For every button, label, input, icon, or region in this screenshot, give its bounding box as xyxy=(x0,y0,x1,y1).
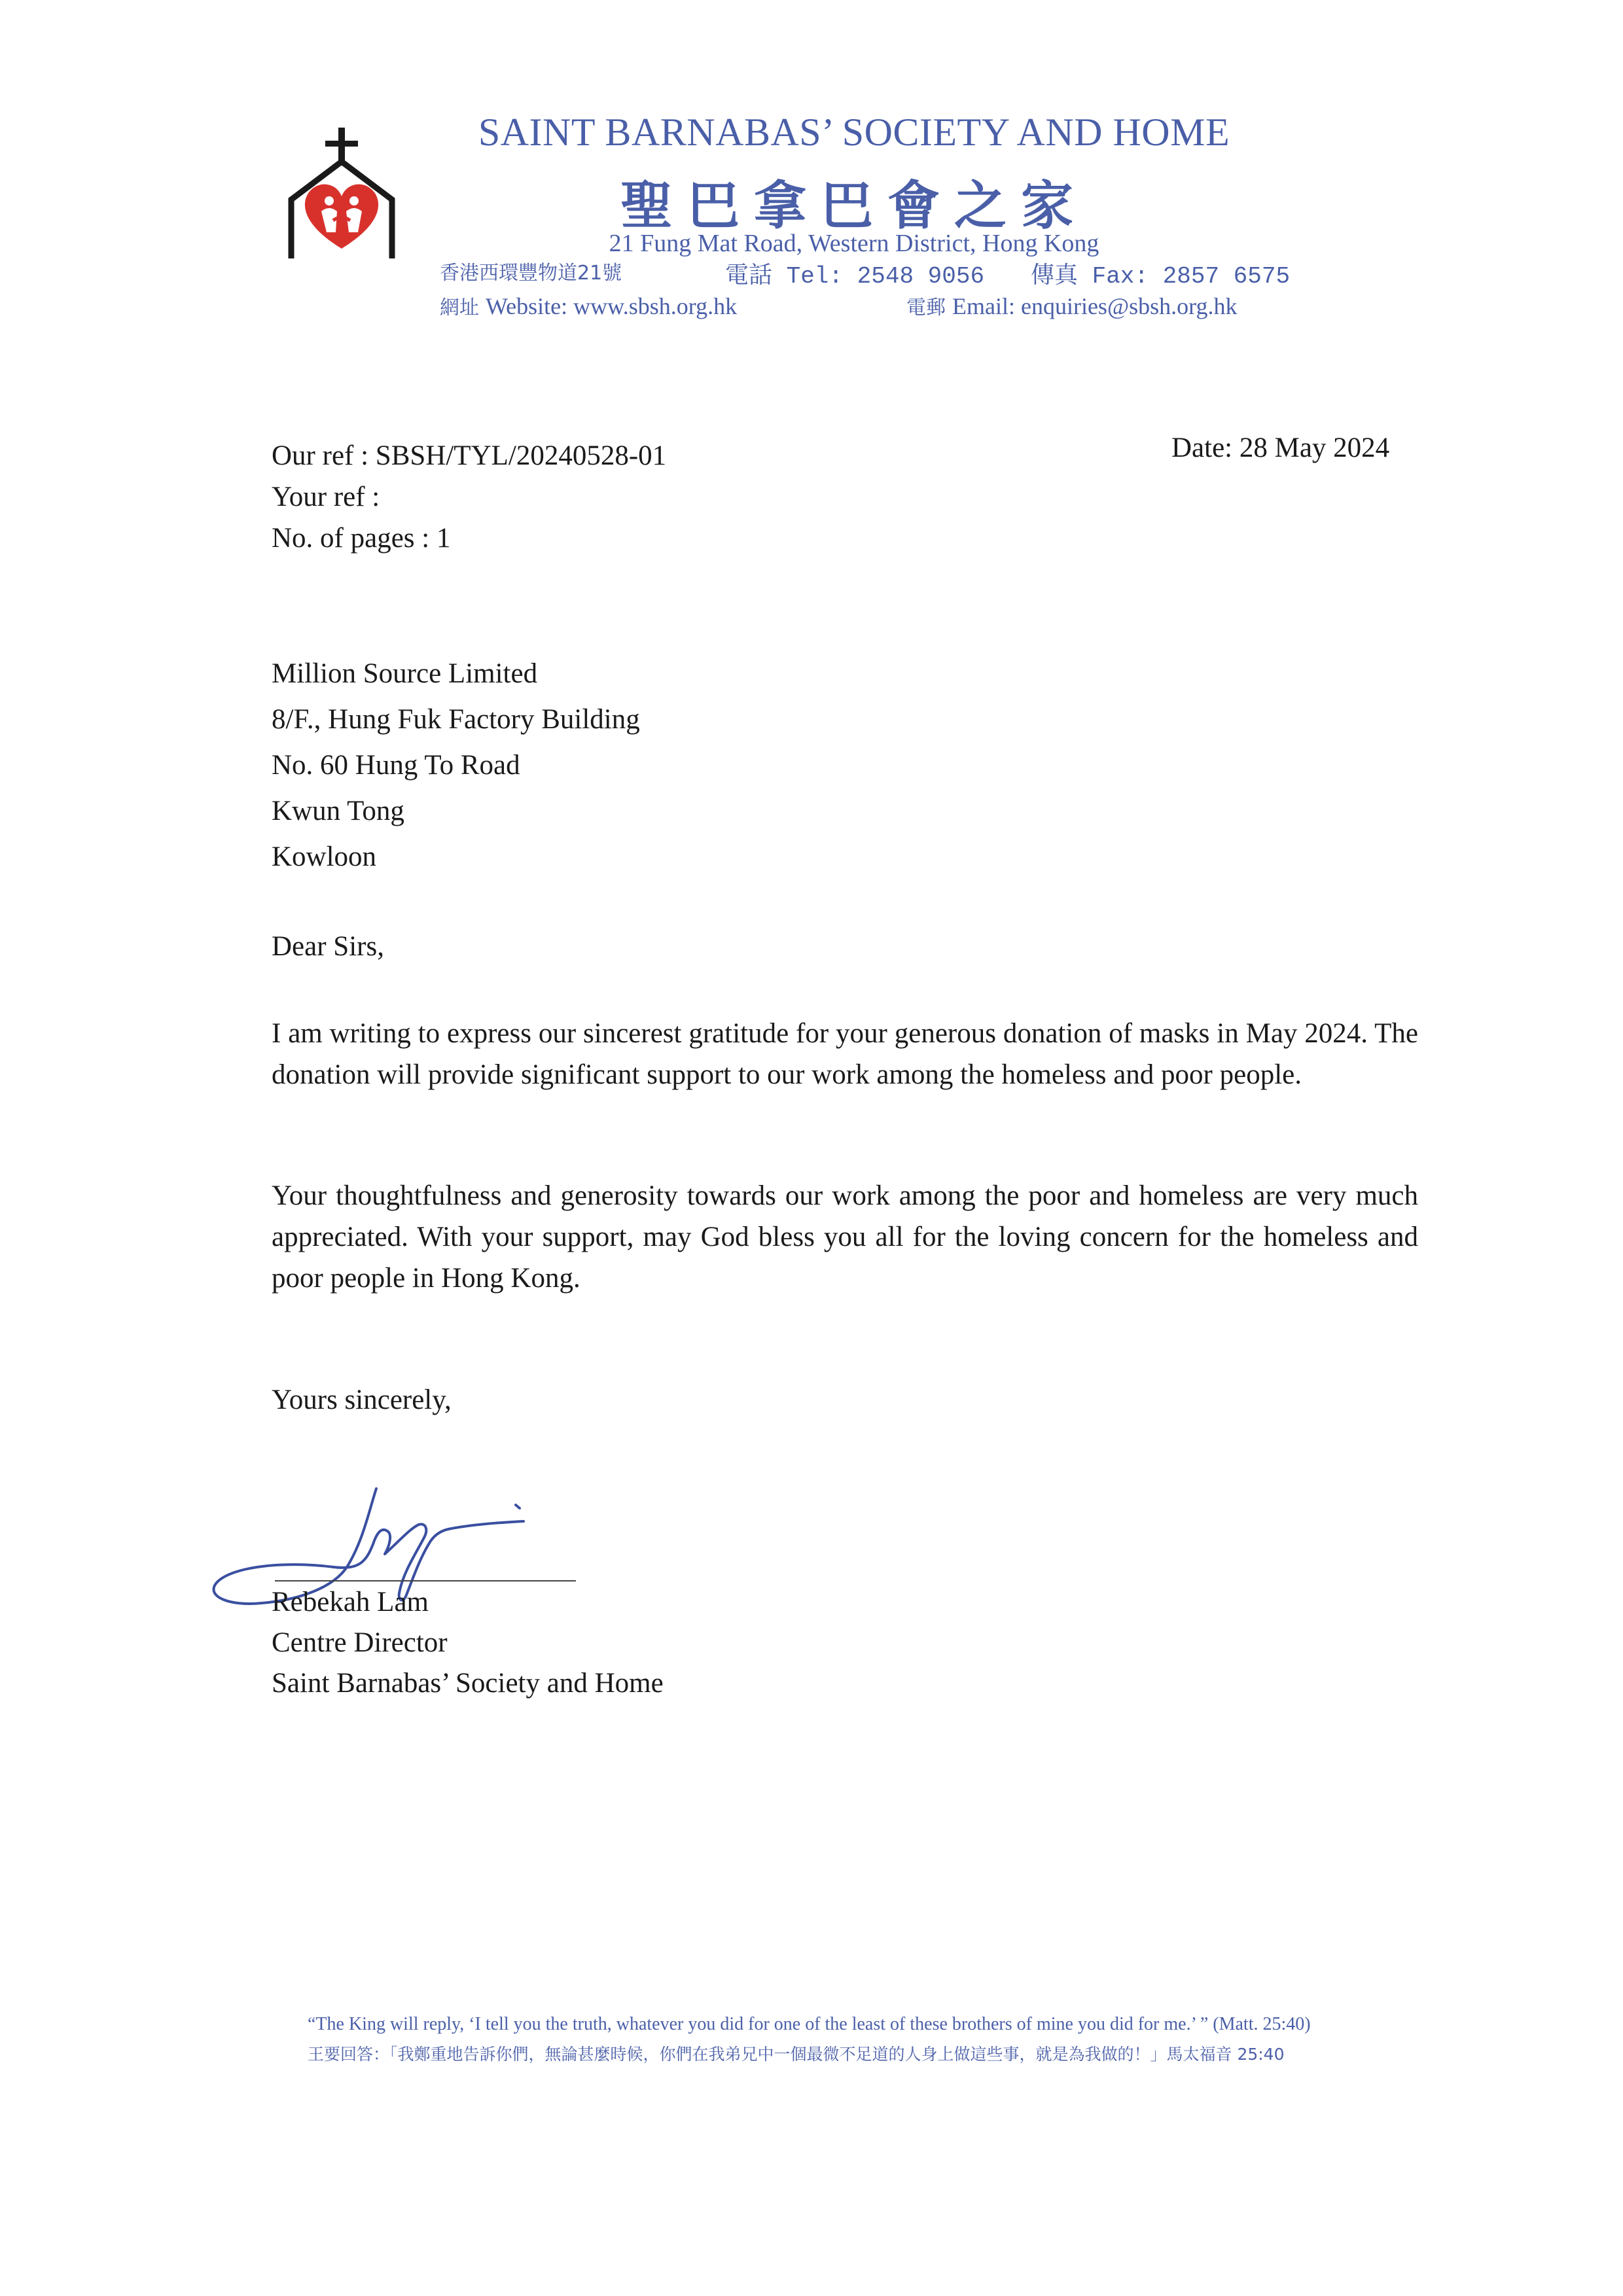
organization-name-chinese: 聖巴拿巴會之家 xyxy=(620,175,1088,236)
footer-quote-chinese: 王要回答：「我鄭重地告訴你們，無論甚麼時候，你們在我弟兄中一個最微不足道的人身上做這些事，就是為我做的！」馬太福音 25:40 xyxy=(308,2045,1285,2064)
closing: Yours sincerely, xyxy=(272,1385,452,1415)
telephone xyxy=(725,256,984,290)
address-english: 21 Fung Mat Road, Western District, Hong Kong xyxy=(609,230,1099,257)
body-paragraph: Your thoughtfulness and generosity towards our work among the poor and homeless are very much appreciated. With your support, may God bless you all for the loving concern for the homeless and poor people in Hong Kong. xyxy=(272,1180,1418,1294)
website-label: Website: xyxy=(486,293,568,319)
signer-block xyxy=(272,1582,664,1704)
letter-date: Date: 28 May 2024 xyxy=(1171,433,1390,463)
fax-number: 2857 6575 xyxy=(1162,263,1291,290)
salutation: Dear Sirs, xyxy=(272,931,384,962)
organization-logo-icon xyxy=(278,128,409,265)
your-ref: Your ref : xyxy=(272,482,380,512)
telephone-label: 電話 Tel: xyxy=(725,263,844,290)
recipient-line: 8/F., Hung Fuk Factory Building xyxy=(272,704,640,735)
our-ref: Our ref : SBSH/TYL/20240528-01 xyxy=(272,440,667,471)
recipient-line: Kowloon xyxy=(272,841,377,872)
page-count: No. of pages : 1 xyxy=(272,523,451,554)
recipient-line: Million Source Limited xyxy=(272,658,538,689)
fax xyxy=(1031,256,1290,290)
recipient-line: Kwun Tong xyxy=(272,796,404,826)
organization-name-english: SAINT BARNABAS’ SOCIETY AND HOME xyxy=(478,111,1230,154)
website-label-chinese: 網址 xyxy=(440,296,479,319)
email-label-chinese: 電郵 xyxy=(906,296,946,319)
reference-block xyxy=(272,435,666,559)
fax-label: 傳真 Fax: xyxy=(1031,263,1149,290)
signature-line xyxy=(275,1580,576,1581)
body-paragraph: I am writing to express our sincerest gratitude for your generous donation of masks in May 2024. The donation will provide significant support to our work among the homeless and poor people. xyxy=(272,1018,1418,1090)
email-link[interactable]: enquiries@sbsh.org.hk xyxy=(1020,293,1238,319)
email-label: Email: xyxy=(952,293,1015,319)
footer-quote-english: “The King will reply, ‘I tell you the truth, whatever you did for one of the least of these brothers of mine you did for me.’ ” (Matt. 25:40) xyxy=(308,2014,1311,2034)
signer-title: Centre Director xyxy=(272,1627,448,1658)
address-chinese: 香港西環豐物道21號 xyxy=(440,262,622,285)
signer-organization: Saint Barnabas’ Society and Home xyxy=(272,1668,664,1699)
signer-name: Rebekah Lam xyxy=(272,1587,429,1617)
recipient-address xyxy=(272,651,640,880)
website-link[interactable]: www.sbsh.org.hk xyxy=(573,293,738,319)
website xyxy=(440,291,737,320)
telephone-number: 2548 9056 xyxy=(857,263,985,290)
recipient-line: No. 60 Hung To Road xyxy=(272,750,520,781)
email xyxy=(906,291,1237,320)
